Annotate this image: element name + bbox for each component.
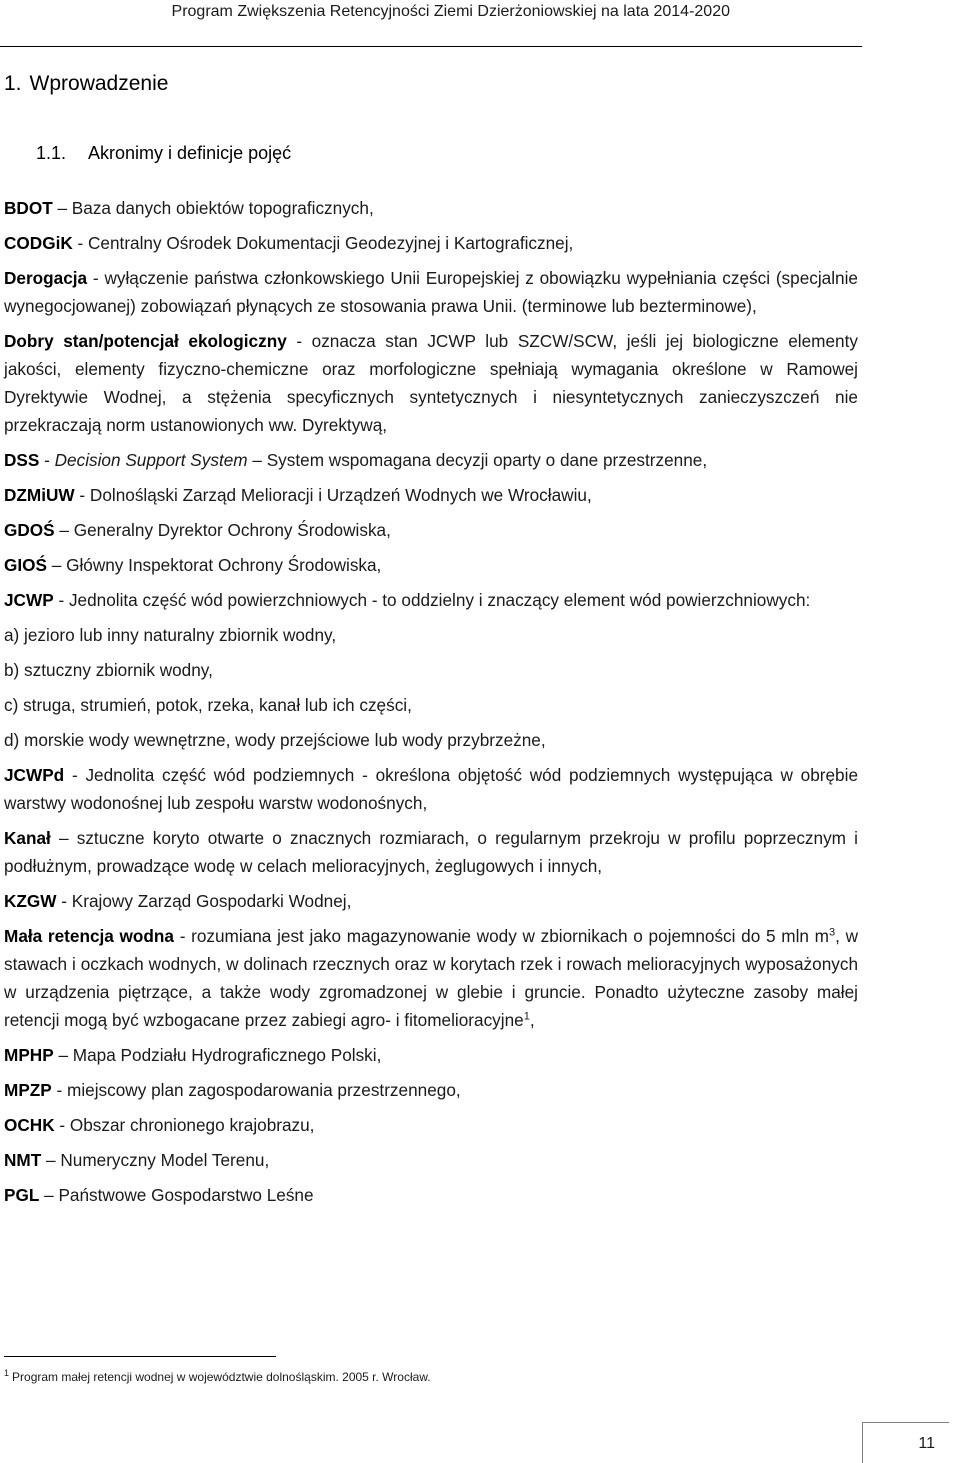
page-number: 11 (918, 1435, 935, 1452)
definition-italic: Decision Support System (54, 450, 248, 470)
definition-dobry-stan (4, 327, 858, 439)
definition-term: Dobry stan/potencjał ekologiczny (4, 331, 287, 351)
definition-term: OCHK (4, 1115, 55, 1135)
definition-text: – Główny Inspektorat Ochrony Środowiska, (46, 555, 382, 575)
definition-text: - Krajowy Zarząd Gospodarki Wodnej, (56, 891, 352, 911)
footnote-divider (4, 1356, 276, 1357)
definition-derogacja (4, 264, 858, 320)
definition-term: GIOŚ (4, 555, 47, 575)
definition-ochk (4, 1111, 858, 1139)
definition-text: – Baza danych obiektów topograficznych, (52, 198, 374, 218)
definition-separator: - (39, 450, 55, 470)
list-item-text: d) morskie wody wewnętrzne, wody przejściowe lub wody przybrzeżne, (4, 730, 546, 750)
definition-term: Kanał (4, 828, 51, 848)
definition-term: Mała retencja wodna (4, 926, 174, 946)
definition-jcwpd (4, 761, 858, 817)
definition-text: - wyłączenie państwa członkowskiego Unii Europejskiej z obowiązku wypełniania części (specjalnie wynegocjowanej) zobowiązań płynących ze stosowania prawa Unii. (terminowe lub bezterminowe), (4, 268, 858, 316)
definition-text: – Generalny Dyrektor Ochrony Środowiska, (54, 520, 391, 540)
definition-gios (4, 551, 858, 579)
definition-text: - Jednolita część wód powierzchniowych - to oddzielny i znaczący element wód powierzchniowych: (53, 590, 811, 610)
subsection-number: 1.1. (36, 143, 67, 163)
list-item-b (4, 656, 858, 684)
definitions-list (4, 194, 858, 1216)
subsection-heading (36, 143, 291, 164)
definition-kanal (4, 824, 858, 880)
list-item-text: b) sztuczny zbiornik wodny, (4, 660, 213, 680)
list-item-text: c) struga, strumień, potok, rzeka, kanał lub ich części, (4, 695, 412, 715)
definition-term: Derogacja (4, 268, 88, 288)
section-number: 1. (4, 72, 22, 95)
definition-term: PGL (4, 1185, 40, 1205)
definition-kzgw (4, 887, 858, 915)
list-item-text: a) jezioro lub inny naturalny zbiornik wodny, (4, 625, 337, 645)
list-item-c (4, 691, 858, 719)
section-title: Wprowadzenie (29, 72, 169, 95)
definition-bdot (4, 194, 858, 222)
definition-codgik (4, 229, 858, 257)
definition-text: – Państwowe Gospodarstwo Leśne (39, 1185, 314, 1205)
definition-term: DZMiUW (4, 485, 75, 505)
list-item-a (4, 621, 858, 649)
definition-term: JCWPd (4, 765, 65, 785)
definition-term: GDOŚ (4, 520, 55, 540)
definition-term: CODGiK (4, 233, 73, 253)
definition-mphp (4, 1041, 858, 1069)
definition-text: – sztuczne koryto otwarte o znacznych rozmiarach, o regularnym przekroju w profilu poprzecznym i podłużnym, prowadzące wodę w celach melioracyjnych, żeglugowych i innych, (4, 828, 858, 876)
subsection-title: Akronimy i definicje pojęć (88, 143, 292, 163)
definition-term: JCWP (4, 590, 54, 610)
section-heading (4, 72, 168, 96)
definition-text: - oznacza stan JCWP lub SZCW/SCW, jeśli jej biologiczne elementy jakości, elementy fizyczno-chemiczne oraz morfologiczne spełniają wymagania określone w Ramowej Dyrektywie Wodnej, a stężenia specyficznych syntetycznych i niesyntetycznych zanieczyszczeń nie przekraczają norm ustanowionych ww. Dyrektywą, (4, 331, 858, 435)
definition-text: - Dolnośląski Zarząd Melioracji i Urządzeń Wodnych we Wrocławiu, (74, 485, 592, 505)
footnote-reference[interactable]: 1 (523, 1010, 530, 1023)
definition-dzmiuw (4, 481, 858, 509)
definition-text: – System wspomagana decyzji oparty o dane przestrzenne, (247, 450, 708, 470)
page-number-box (862, 1422, 949, 1463)
definition-mala-retencja (4, 922, 858, 1034)
footnote (4, 1368, 431, 1384)
definition-text: - Obszar chronionego krajobrazu, (54, 1115, 315, 1135)
definition-term: MPHP (4, 1045, 54, 1065)
definition-term: NMT (4, 1150, 42, 1170)
definition-gdos (4, 516, 858, 544)
definition-text: - Jednolita część wód podziemnych - określona objętość wód podziemnych występująca w obrębie warstwy wodonośnej lub zespołu warstw wodonośnych, (4, 765, 858, 813)
definition-text: – Mapa Podziału Hydrograficznego Polski, (53, 1045, 382, 1065)
definition-text-end: , (529, 1010, 535, 1030)
definition-jcwp (4, 586, 858, 614)
definition-term: DSS (4, 450, 40, 470)
definition-dss (4, 446, 858, 474)
definition-text: – Numeryczny Model Terenu, (41, 1150, 270, 1170)
definition-text: - Centralny Ośrodek Dokumentacji Geodezyjnej i Kartograficznej, (72, 233, 574, 253)
page-header (0, 0, 862, 47)
superscript: 3 (828, 926, 836, 939)
definition-term: KZGW (4, 891, 57, 911)
definition-term: MPZP (4, 1080, 52, 1100)
footnote-text: Program małej retencji wodnej w województwie dolnośląskim. 2005 r. Wrocław. (12, 1370, 431, 1384)
header-title: Program Zwiększenia Retencyjności Ziemi Dzierżoniowskiej na lata 2014-2020 (171, 3, 730, 20)
definition-pgl (4, 1181, 858, 1209)
definition-text-continued: , w stawach i oczkach wodnych, w dolinach rzecznych oraz w korytach rzek i rowach melioracyjnych wyposażonych w urządzenia piętrzące, a także wody zgromadzonej w glebie i gruncie. Ponadto użyteczne zasoby małej retencji mogą być wzbogacane przez zabiegi agro- i fitomelioracyjne (4, 926, 859, 1030)
definition-text: - miejscowy plan zagospodarowania przestrzennego, (51, 1080, 461, 1100)
list-item-d (4, 726, 858, 754)
definition-term: BDOT (4, 198, 53, 218)
footnote-marker: 1 (4, 1368, 10, 1378)
definition-mpzp (4, 1076, 858, 1104)
definition-nmt (4, 1146, 858, 1174)
definition-text: - rozumiana jest jako magazynowanie wody w zbiornikach o pojemności do 5 mln m (173, 926, 829, 946)
